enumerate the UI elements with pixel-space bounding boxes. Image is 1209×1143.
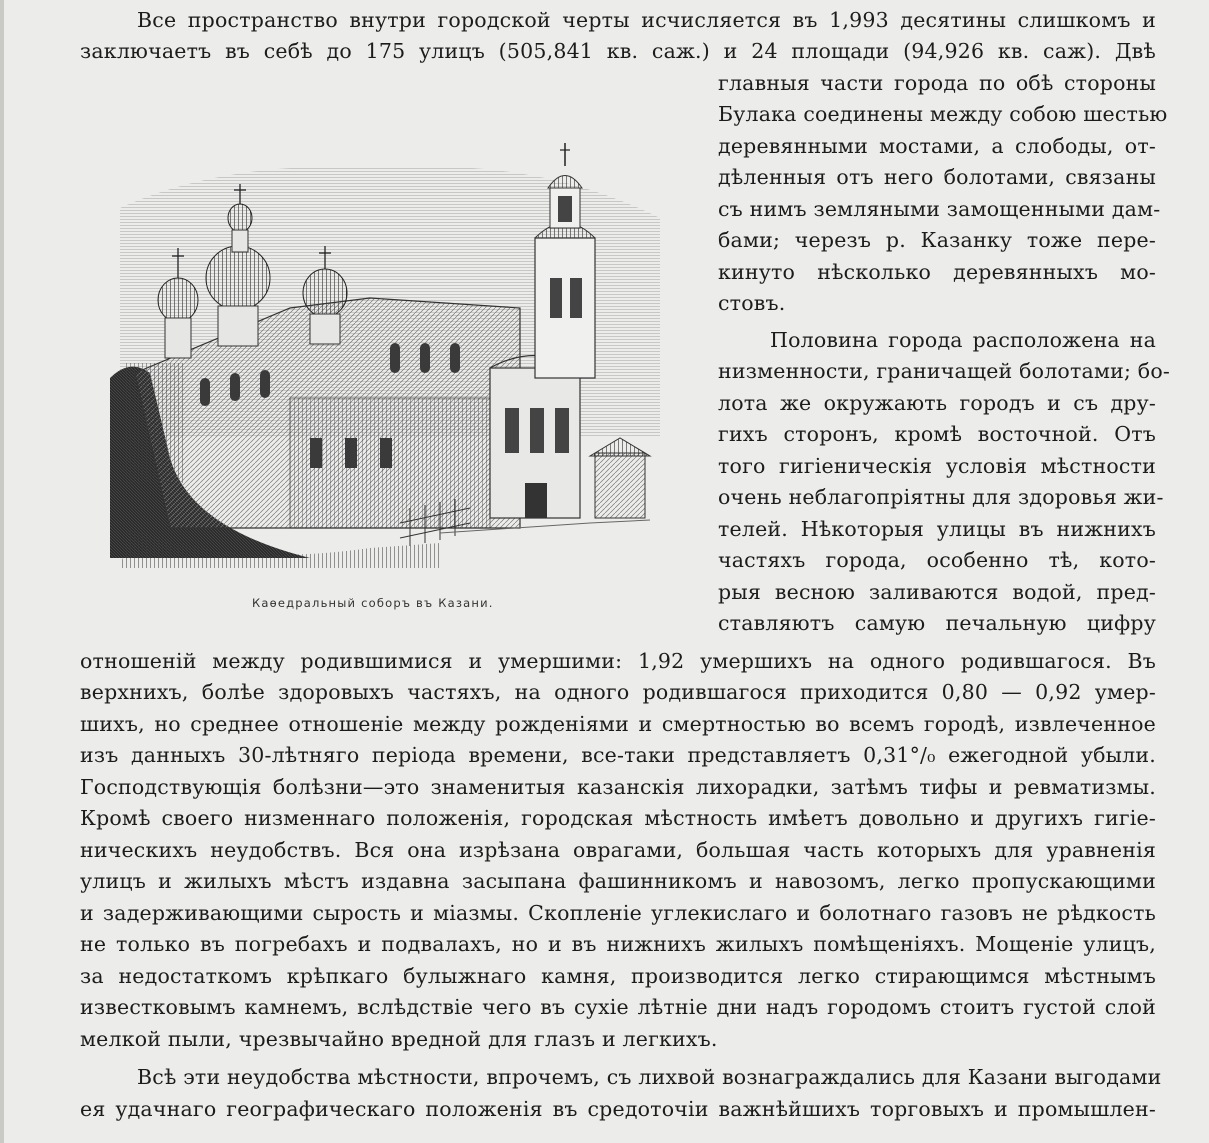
- text-line: низменности, граничащей болотами; бо-: [718, 359, 1170, 383]
- text-line: улицъ и жилыхъ мѣстъ издавна засыпана фашинникомъ и навозомъ, легко пропускающими: [80, 869, 1156, 893]
- text-line: деревянными мостами, а слободы, от-: [718, 134, 1156, 158]
- text-line: лота же окружають городъ и съ дру-: [718, 391, 1156, 415]
- text-line: отношеній между родившимися и умершими: 1,92 умершихъ на одного родившагося. Въ: [80, 649, 1156, 673]
- text-line: изъ данныхъ 30-лѣтняго періода времени, все-таки представляетъ 0,31°/₀ ежегодной убыли.: [80, 743, 1156, 767]
- text-line: Булака соединены между собою шестью: [718, 102, 1168, 126]
- text-line: бами; черезъ р. Казанку тоже пере-: [718, 228, 1156, 252]
- text-line: ея удачнаго географическаго положенія въ средоточіи важнѣйшихъ торговыхъ и промышлен-: [80, 1097, 1156, 1121]
- text-line: Половина города расположена на: [770, 328, 1156, 352]
- text-line: очень неблагопріятны для здоровья жи-: [718, 485, 1164, 509]
- text-line: Кромѣ своего низменнаго положенія, городская мѣстность имѣетъ довольно и другихъ гигіе-: [80, 806, 1156, 830]
- text-line: съ нимъ земляными замощенными дам-: [718, 197, 1161, 221]
- text-line: заключаетъ въ себѣ до 175 улицъ (505,841 кв. саж.) и 24 площади (94,926 кв. саж). Двѣ: [80, 39, 1156, 63]
- text-line: гихъ сторонъ, кромѣ восточной. Отъ: [718, 422, 1156, 446]
- text-line: Все пространство внутри городской черты исчисляется въ 1,993 десятины слишкомъ и: [137, 8, 1156, 32]
- text-line: главныя части города по обѣ стороны: [718, 71, 1156, 95]
- text-line: Всѣ эти неудобства мѣстности, впрочемъ, съ лихвой вознаграждались для Казани выгодами: [137, 1065, 1162, 1089]
- cathedral-engraving: [110, 128, 665, 568]
- text-line: Господствующія болѣзни—это знаменитыя казанскія лихорадки, затѣмъ тифы и ревматизмы.: [80, 775, 1156, 799]
- page-edge: [0, 0, 4, 1143]
- text-line: ническихъ неудобствъ. Вся она изрѣзана оврагами, большая часть которыхъ для уравненія: [80, 838, 1156, 862]
- text-line: известковымъ камнемъ, вслѣдствіе чего въ сухіе лѣтніе дни надъ городомъ стоитъ густой слой: [80, 995, 1156, 1019]
- text-line: верхнихъ, болѣе здоровыхъ частяхъ, на одного родившагося приходится 0,80 — 0,92 умер-: [80, 680, 1156, 704]
- figure-caption: Каѳедральный соборъ въ Казани.: [252, 596, 494, 610]
- text-line: ставляютъ самую печальную цифру: [718, 611, 1156, 635]
- text-line: мелкой пыли, чрезвычайно вредной для глазъ и легкихъ.: [80, 1027, 718, 1051]
- text-line: дѣленныя отъ него болотами, связаны: [718, 165, 1156, 189]
- text-line: стовъ.: [718, 291, 786, 315]
- text-line: телей. Нѣкоторыя улицы въ нижнихъ: [718, 517, 1156, 541]
- text-line: и задерживающими сырость и міазмы. Скопленіе углекислаго и болотнаго газовъ не рѣдкость: [80, 901, 1156, 925]
- text-line: не только въ погребахъ и подвалахъ, но и въ нижнихъ жилыхъ помѣщеніяхъ. Мощеніе улицъ,: [80, 932, 1156, 956]
- text-line: кинуто нѣсколько деревянныхъ мо-: [718, 260, 1156, 284]
- text-line: за недостаткомъ крѣпкаго булыжнаго камня, производится легко стирающимся мѣстнымъ: [80, 964, 1156, 988]
- text-line: частяхъ города, особенно тѣ, кото-: [718, 548, 1156, 572]
- text-line: рыя весною заливаются водой, пред-: [718, 580, 1156, 604]
- text-line: шихъ, но среднее отношеніе между рожденіями и смертностью во всемъ городѣ, извлеченное: [80, 712, 1156, 736]
- text-line: того гигіеническія условія мѣстности: [718, 454, 1156, 478]
